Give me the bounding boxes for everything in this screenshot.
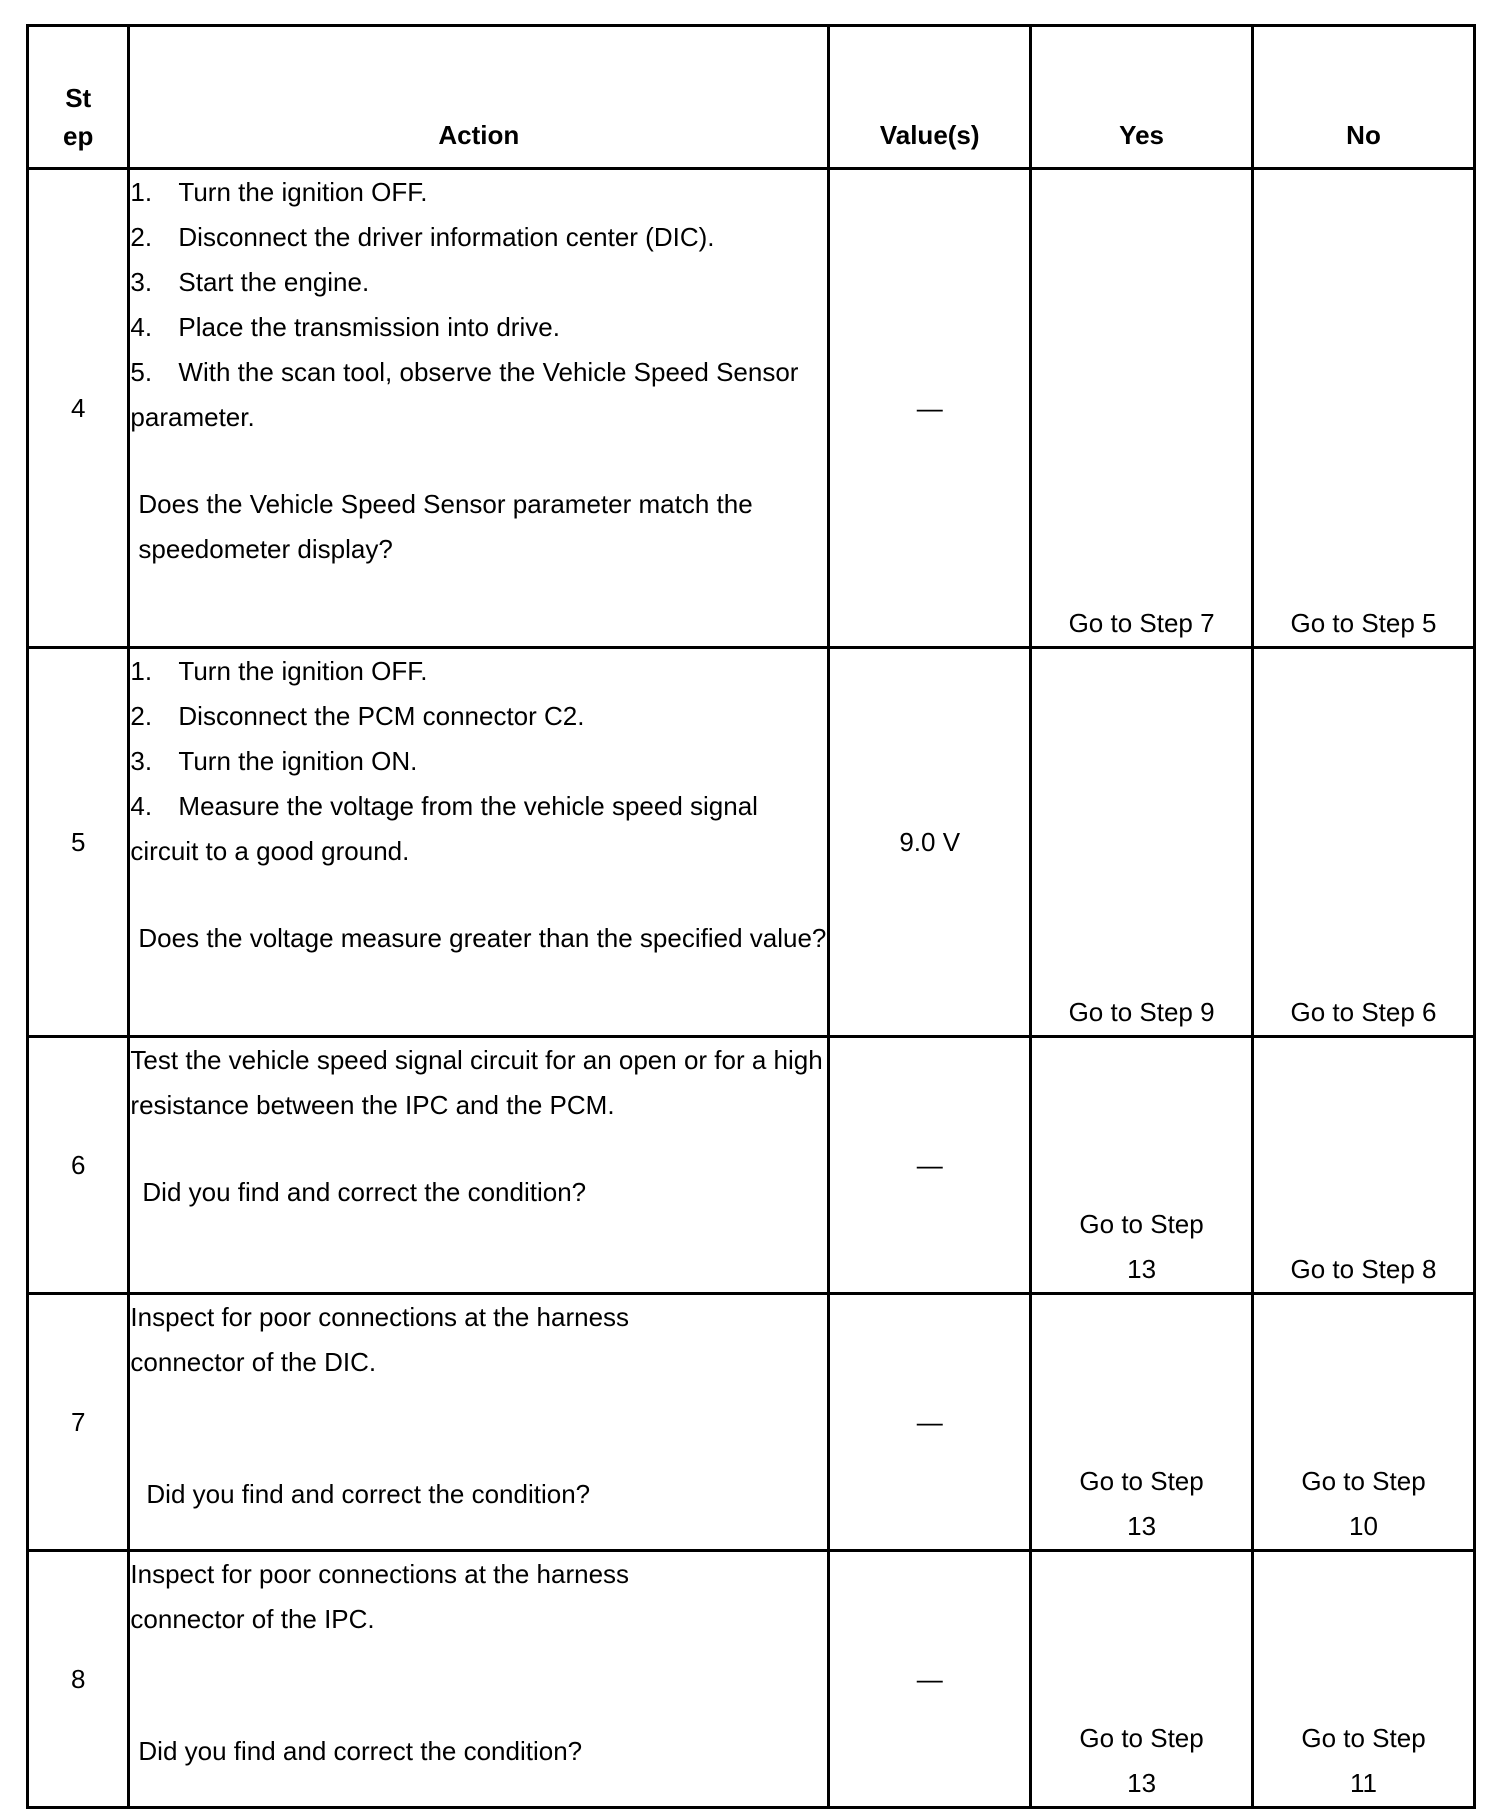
header-step: [28, 26, 129, 169]
action-question: Did you find and correct the condition?: [138, 1736, 583, 1766]
yes-result: Go to Step 13: [1031, 1551, 1253, 1808]
header-step-line1: St: [65, 83, 92, 113]
action-question: Does the voltage measure greater than the specified value?: [138, 923, 827, 953]
diagnostic-table: [26, 24, 1476, 1809]
value-cell: —: [829, 169, 1031, 648]
value-cell: —: [829, 1294, 1031, 1551]
action-item: 3. Start the engine.: [130, 267, 370, 297]
action-list: [130, 170, 827, 440]
no-result: Go to Step 11: [1253, 1551, 1475, 1808]
action-question: Did you find and correct the condition?: [142, 1177, 587, 1207]
action-item: 2. Disconnect the driver information center (DIC).: [130, 222, 715, 252]
step-number: 8: [28, 1551, 129, 1808]
yes-result: Go to Step 9: [1031, 648, 1253, 1037]
header-values: Value(s): [829, 26, 1031, 169]
action-list: [130, 649, 827, 874]
action-instruction: Test the vehicle speed signal circuit for an open or for a high resistance between the IPC and the PCM.: [130, 1045, 823, 1120]
action-instruction: Inspect for poor connections at the harness connector of the IPC.: [130, 1559, 630, 1634]
action-cell: [129, 648, 829, 1037]
action-item: 5. With the scan tool, observe the Vehicle Speed Sensor parameter.: [130, 357, 799, 432]
table-row-step-8: [28, 1551, 1475, 1808]
value-cell: 9.0 V: [829, 648, 1031, 1037]
action-item: 3. Turn the ignition ON.: [130, 746, 418, 776]
step-number: 6: [28, 1037, 129, 1294]
no-result: Go to Step 6: [1253, 648, 1475, 1037]
table-row-step-7: [28, 1294, 1475, 1551]
step-number: 5: [28, 648, 129, 1037]
value-cell: —: [829, 1551, 1031, 1808]
header-row: [28, 26, 1475, 169]
table-row-step-6: [28, 1037, 1475, 1294]
action-item: 2. Disconnect the PCM connector C2.: [130, 701, 585, 731]
action-item: 1. Turn the ignition OFF.: [130, 656, 428, 686]
header-yes: Yes: [1031, 26, 1253, 169]
action-item: 4. Measure the voltage from the vehicle speed signal circuit to a good ground.: [130, 791, 758, 866]
action-cell: [129, 1551, 829, 1808]
yes-result: Go to Step 13: [1031, 1037, 1253, 1294]
action-cell: [129, 1294, 829, 1551]
no-result: Go to Step 10: [1253, 1294, 1475, 1551]
no-result: Go to Step 5: [1253, 169, 1475, 648]
table-row-step-5: [28, 648, 1475, 1037]
table-row-step-4: [28, 169, 1475, 648]
yes-result: Go to Step 13: [1031, 1294, 1253, 1551]
action-cell: [129, 1037, 829, 1294]
step-number: 7: [28, 1294, 129, 1551]
action-question: Does the Vehicle Speed Sensor parameter match the speedometer display?: [138, 489, 753, 564]
header-step-line2: ep: [63, 121, 94, 151]
value-cell: —: [829, 1037, 1031, 1294]
action-instruction: Inspect for poor connections at the harness connector of the DIC.: [130, 1302, 630, 1377]
action-question: Did you find and correct the condition?: [146, 1479, 591, 1509]
action-item: 4. Place the transmission into drive.: [130, 312, 560, 342]
action-cell: [129, 169, 829, 648]
action-item: 1. Turn the ignition OFF.: [130, 177, 428, 207]
header-action: Action: [129, 26, 829, 169]
header-no: No: [1253, 26, 1475, 169]
step-number: 4: [28, 169, 129, 648]
no-result: Go to Step 8: [1253, 1037, 1475, 1294]
yes-result: Go to Step 7: [1031, 169, 1253, 648]
